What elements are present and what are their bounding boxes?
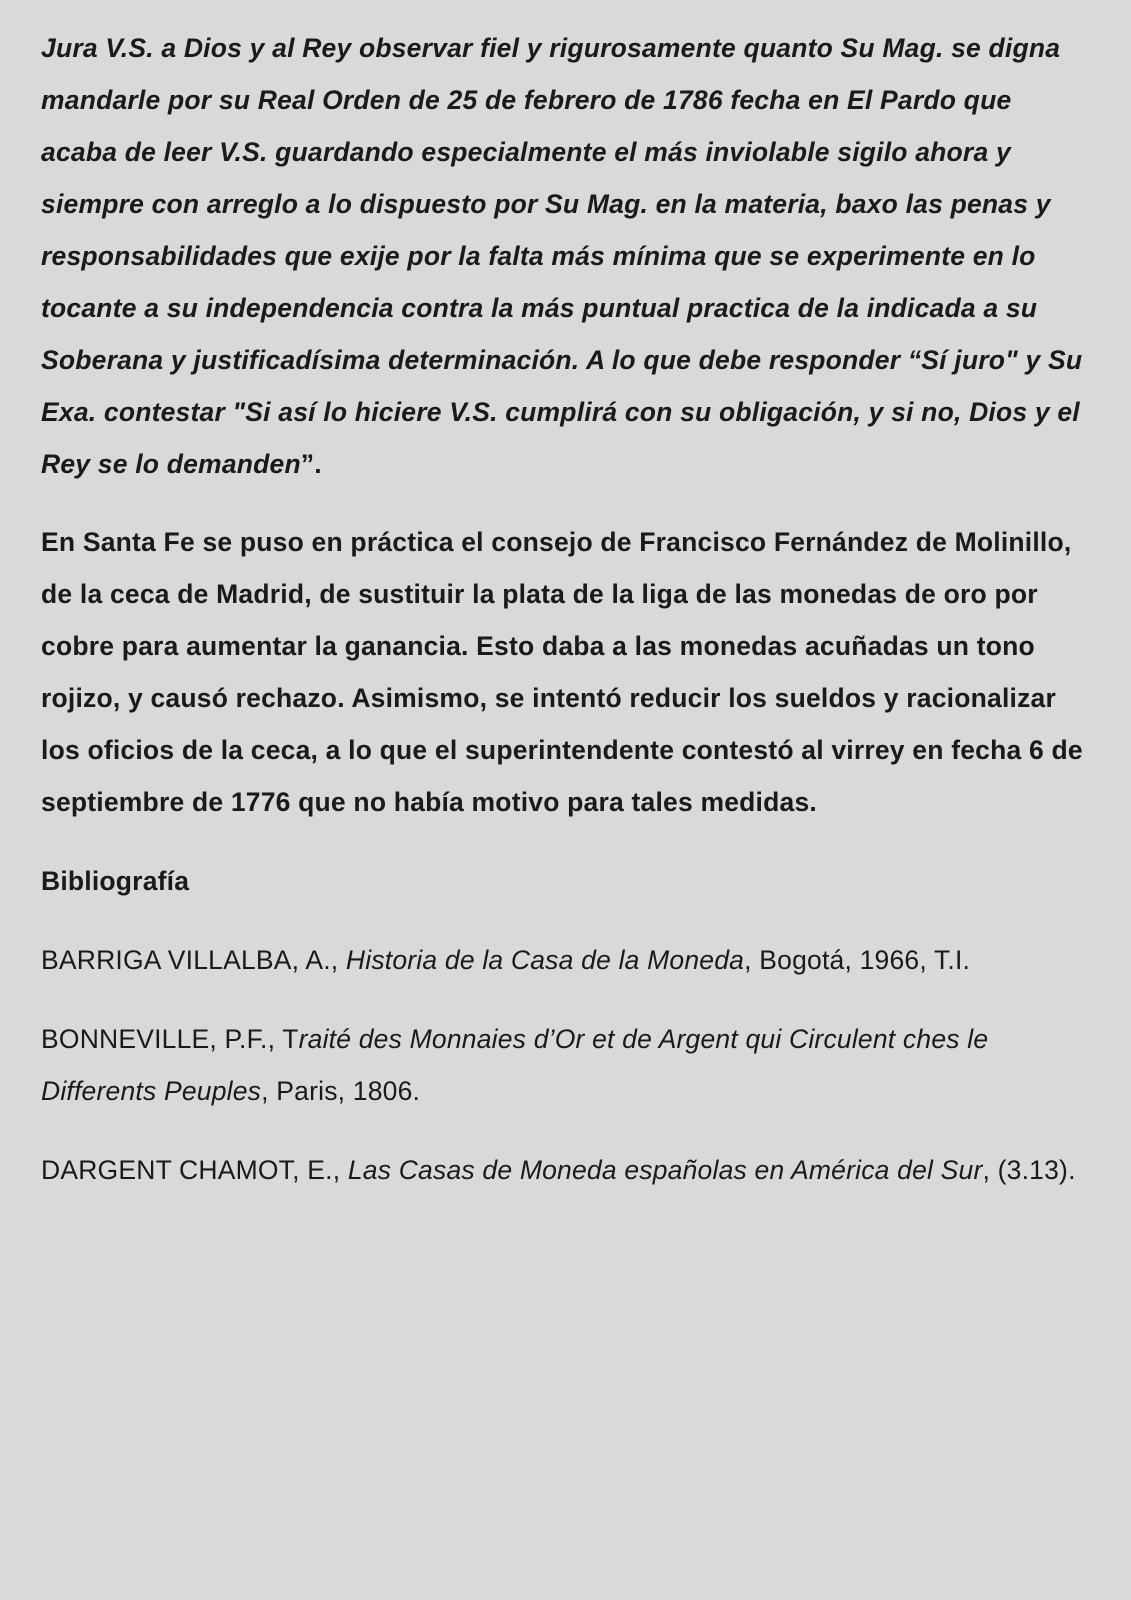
- oath-closing: ”.: [300, 449, 322, 479]
- oath-paragraph: [41, 22, 1091, 490]
- bib-title: Las Casas de Moneda españolas en América del Sur: [347, 1155, 983, 1185]
- bib-details: , Bogotá, 1966, T.I.: [744, 945, 971, 975]
- bib-title: raité des Monnaies d’Or et de Argent qui Circulent ches le Differents Peuples: [41, 1024, 989, 1106]
- bibliography-entry: [41, 934, 1091, 986]
- bibliography-entry: [41, 1013, 1091, 1117]
- bib-details: , Paris, 1806.: [261, 1076, 421, 1106]
- bibliography-entry: [41, 1144, 1091, 1196]
- bib-author: DARGENT CHAMOT, E.,: [41, 1155, 348, 1185]
- bib-author: BARRIGA VILLALBA, A.,: [41, 945, 346, 975]
- bibliography-heading: Bibliografía: [41, 866, 190, 896]
- bib-details: , (3.13).: [982, 1155, 1076, 1185]
- body-paragraph: En Santa Fe se puso en práctica el consejo de Francisco Fernández de Molinillo, de la ceca de Madrid, de sustituir la plata de la liga de las monedas de oro por cobre para aumentar la ganancia. Esto daba a las monedas acuñadas un tono rojizo, y causó rechazo. Asimismo, se intentó reducir los sueldos y racionalizar los oficios de la ceca, a lo que el superintendente contestó al virrey en fecha 6 de septiembre de 1776 que no había motivo para tales medidas.: [41, 527, 1083, 817]
- bib-title: Historia de la Casa de la Moneda: [345, 945, 745, 975]
- oath-text: Jura V.S. a Dios y al Rey observar fiel y rigurosamente quanto Su Mag. se digna mandarle por su Real Orden de 25 de febrero de 1786 fecha en El Pardo que acaba de leer V.S. guardando especialmente el más inviolable sigilo ahora y siempre con arreglo a lo dispuesto por Su Mag. en la materia, baxo las penas y responsabilidades que exije por la falta más mínima que se experimente en lo tocante a su independencia contra la más puntual practica de la indicada a su Soberana y justificadísima determinación. A lo que debe responder “Sí juro" y Su Exa. contestar "Si así lo hiciere V.S. cumplirá con su obligación, y si no, Dios y el Rey se lo demanden: [41, 33, 1083, 479]
- bib-author: BONNEVILLE, P.F., T: [41, 1024, 299, 1054]
- document-page: [41, 22, 1091, 1196]
